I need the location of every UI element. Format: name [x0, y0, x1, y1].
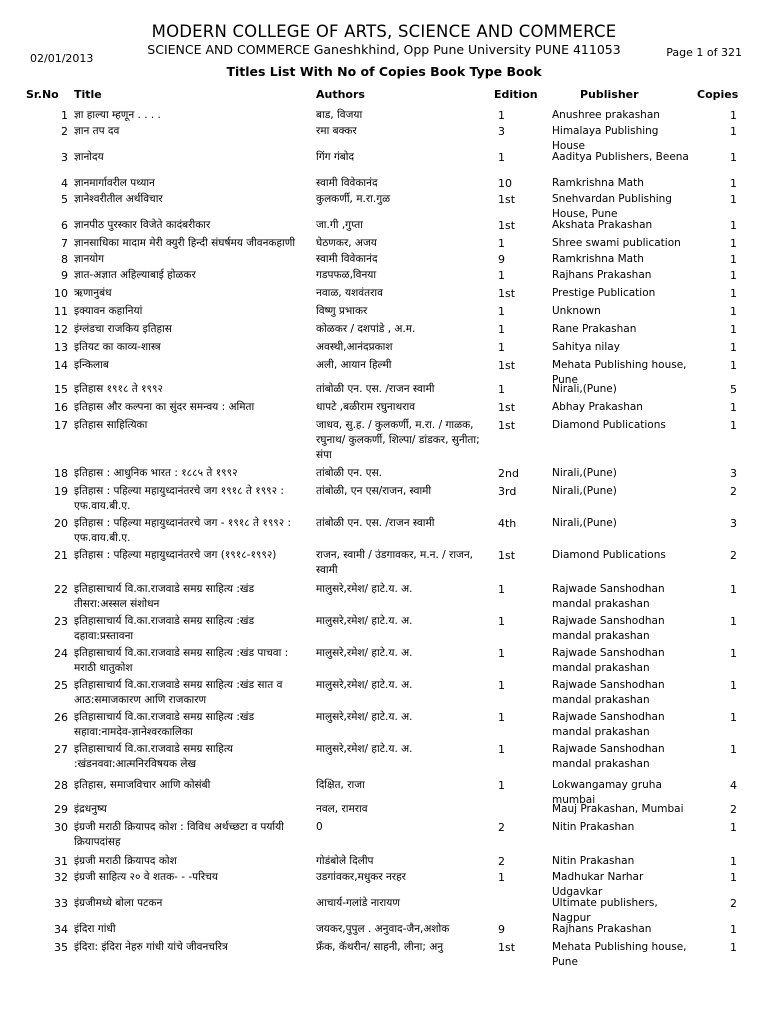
row-publisher: Lokwangamay gruha mumbai	[552, 779, 662, 806]
row-publisher: Ultimate publishers, Nagpur	[552, 897, 658, 924]
row-title: इतिहासाचार्य वि.का.राजवाडे समग्र साहित्य :खंडनववा:आत्मनिरविषयक लेख	[74, 743, 234, 770]
row-copies: 1	[730, 151, 737, 164]
row-publisher: Ramkrishna Math	[552, 177, 644, 189]
row-authors: कुलकर्णी, म.रा.गुळ	[316, 193, 391, 205]
row-srno: 34	[54, 923, 68, 936]
row-srno: 13	[54, 341, 68, 354]
row-title: इंग्रजी मराठी क्रियापद कोश : विविध अर्थच्छटा व पर्यायी क्रियापदांसह	[74, 821, 284, 848]
row-copies: 1	[730, 941, 737, 954]
row-edition: 1st	[498, 549, 516, 562]
row-srno: 21	[54, 549, 68, 562]
row-edition: 1st	[498, 941, 516, 954]
row-publisher: Rane Prakashan	[552, 323, 637, 335]
row-copies: 4	[730, 779, 737, 792]
row-edition: 10	[498, 177, 512, 190]
row-srno: 2	[61, 125, 68, 138]
row-authors: गडपफळ,विनया	[316, 269, 377, 281]
row-srno: 8	[61, 253, 68, 266]
row-copies: 1	[730, 109, 737, 122]
row-title: ज्ञा हाल्या म्हणून . . . .	[74, 109, 161, 121]
row-srno: 26	[54, 711, 68, 724]
row-srno: 23	[54, 615, 68, 628]
row-title: इतिहासाचार्य वि.का.राजवाडे समग्र साहित्य :खंड पाचवा : मराठी धातुकोश	[74, 647, 289, 674]
row-edition: 1st	[498, 401, 516, 414]
row-srno: 32	[54, 871, 68, 884]
row-srno: 24	[54, 647, 68, 660]
row-publisher: Shree swami publication	[552, 237, 681, 249]
row-title: इतिहासाचार्य वि.का.राजवाडे समग्र साहित्य :खंड सात व आठ:समाजकारण आणि राजकारण	[74, 679, 283, 706]
row-authors: मालुसरे,रमेश/ हाटे.य. अ.	[316, 583, 413, 595]
row-copies: 1	[730, 743, 737, 756]
row-edition: 2	[498, 821, 505, 834]
row-copies: 1	[730, 401, 737, 414]
row-copies: 1	[730, 125, 737, 138]
row-edition: 2	[498, 855, 505, 868]
row-srno: 15	[54, 383, 68, 396]
row-publisher: Diamond Publications	[552, 419, 666, 431]
row-copies: 1	[730, 871, 737, 884]
row-edition: 1	[498, 323, 505, 336]
row-copies: 2	[730, 485, 737, 498]
column-header-title: Title	[74, 88, 102, 101]
row-srno: 18	[54, 467, 68, 480]
row-title: ज्ञानयोग	[74, 253, 104, 265]
row-copies: 1	[730, 287, 737, 300]
row-publisher: Nitin Prakashan	[552, 821, 635, 833]
report-date: 02/01/2013	[30, 52, 94, 65]
row-title: इंग्रजीमध्ये बोला पटकन	[74, 897, 163, 909]
row-publisher: Sahitya nilay	[552, 341, 620, 353]
row-publisher: Anushree prakashan	[552, 109, 660, 121]
row-copies: 1	[730, 821, 737, 834]
row-authors: तांबोळी एन. एस.	[316, 467, 383, 479]
row-publisher: Nirali,(Pune)	[552, 517, 617, 529]
row-copies: 1	[730, 359, 737, 372]
row-title: इंद्रधनुष्य	[74, 803, 107, 815]
column-header-edition: Edition	[494, 88, 538, 101]
row-copies: 5	[730, 383, 737, 396]
row-title: ज्ञानोदय	[74, 151, 104, 163]
row-publisher: Akshata Prakashan	[552, 219, 653, 231]
row-edition: 1	[498, 711, 505, 724]
row-srno: 10	[54, 287, 68, 300]
row-edition: 1	[498, 341, 505, 354]
row-title: इतिहासाचार्य वि.का.राजवाडे समग्र साहित्य :खंड तीसरा:अस्सल संशोधन	[74, 583, 255, 610]
row-title: ज्ञानमार्गावरील पथ्यान	[74, 177, 155, 189]
row-srno: 29	[54, 803, 68, 816]
row-title: इंग्रजी मराठी क्रियापद कोश	[74, 855, 177, 867]
row-publisher: Rajhans Prakashan	[552, 923, 652, 935]
row-edition: 1	[498, 109, 505, 122]
row-authors: मालुसरे,रमेश/ हाटे.य. अ.	[316, 647, 413, 659]
row-srno: 35	[54, 941, 68, 954]
row-srno: 22	[54, 583, 68, 596]
row-authors: मालुसरे,रमेश/ हाटे.य. अ.	[316, 743, 413, 755]
row-copies: 1	[730, 419, 737, 432]
row-authors: अवस्थी,आनंदप्रकाश	[316, 341, 393, 353]
row-title: इतिहासाचार्य वि.का.राजवाडे समग्र साहित्य :खंड दहावा:प्रस्तावना	[74, 615, 255, 642]
row-srno: 30	[54, 821, 68, 834]
row-title: इतिहासाचार्य वि.का.राजवाडे समग्र साहित्य :खंड सहावा:नामदेव-ज्ञानेश्वरकालिका	[74, 711, 255, 738]
row-publisher: Aaditya Publishers, Beena	[552, 151, 689, 163]
row-edition: 3rd	[498, 485, 517, 498]
row-authors: 0	[316, 821, 323, 833]
row-title: ज्ञानपीठ पुरस्कार विजेते कादंबरीकार	[74, 219, 211, 231]
report-title: Titles List With No of Copies Book Type Book	[226, 64, 542, 79]
row-title: इतिहास : पहिल्या महायुध्दानंतरचे जग (१९१८-१९९२)	[74, 549, 277, 561]
row-publisher: Snehvardan Publishing House, Pune	[552, 193, 672, 220]
row-title: ज्ञानेश्वरीतील अर्थविचार	[74, 193, 163, 205]
row-publisher: Prestige Publication	[552, 287, 656, 299]
row-publisher: Mauj Prakashan, Mumbai	[552, 803, 684, 815]
row-srno: 9	[61, 269, 68, 282]
row-edition: 1	[498, 615, 505, 628]
row-srno: 28	[54, 779, 68, 792]
row-title: इतियट का काव्य-शास्त्र	[74, 341, 161, 353]
page-number: Page 1 of 321	[666, 46, 742, 59]
row-authors: धापटे ,बळीराम रघुनाथराव	[316, 401, 416, 413]
row-srno: 4	[61, 177, 68, 190]
row-srno: 1	[61, 109, 68, 122]
row-publisher: Ramkrishna Math	[552, 253, 644, 265]
row-copies: 1	[730, 219, 737, 232]
row-edition: 1st	[498, 219, 516, 232]
row-publisher: Nirali,(Pune)	[552, 383, 617, 395]
row-edition: 1st	[498, 359, 516, 372]
row-authors: मालुसरे,रमेश/ हाटे.य. अ.	[316, 711, 413, 723]
row-publisher: Rajwade Sanshodhan mandal prakashan	[552, 711, 665, 738]
row-srno: 33	[54, 897, 68, 910]
row-publisher: Nitin Prakashan	[552, 855, 635, 867]
row-authors: तांबोळी एन. एस. /राजन स्वामी	[316, 517, 435, 529]
row-srno: 25	[54, 679, 68, 692]
row-publisher: Diamond Publications	[552, 549, 666, 561]
row-publisher: Himalaya Publishing House	[552, 125, 659, 152]
row-copies: 1	[730, 193, 737, 206]
row-srno: 20	[54, 517, 68, 530]
row-authors: स्वामी विवेकानंद	[316, 177, 378, 189]
row-publisher: Rajwade Sanshodhan mandal prakashan	[552, 679, 665, 706]
row-edition: 1	[498, 647, 505, 660]
row-copies: 1	[730, 615, 737, 628]
row-srno: 17	[54, 419, 68, 432]
row-copies: 1	[730, 177, 737, 190]
row-edition: 9	[498, 253, 505, 266]
row-publisher: Nirali,(Pune)	[552, 485, 617, 497]
row-authors: जाधव, सु.ह. / कुलकर्णी, म.रा. / गाळक, रघुनाथ/ कुलकर्णी, शिल्पा/ डांडकर, सुनीता; संपा	[316, 419, 480, 461]
row-copies: 1	[730, 855, 737, 868]
row-edition: 1	[498, 779, 505, 792]
row-copies: 1	[730, 253, 737, 266]
row-authors: दिक्षित, राजा	[316, 779, 365, 791]
row-publisher: Unknown	[552, 305, 601, 317]
row-authors: जयकर,पुपुल . अनुवाद-जैन,अशोक	[316, 923, 450, 935]
row-publisher: Madhukar Narhar Udgavkar	[552, 871, 644, 898]
row-copies: 1	[730, 583, 737, 596]
row-title: इंदिरा: इंदिरा नेहरु गांधी यांचे जीवनचरित्र	[74, 941, 228, 953]
row-authors: स्वामी विवेकानंद	[316, 253, 378, 265]
row-publisher: Mehata Publishing house, Pune	[552, 359, 687, 386]
row-edition: 1st	[498, 287, 516, 300]
row-edition: 2nd	[498, 467, 519, 480]
row-edition: 1	[498, 383, 505, 396]
row-copies: 3	[730, 467, 737, 480]
row-title: इंदिरा गांधी	[74, 923, 116, 935]
row-srno: 5	[61, 193, 68, 206]
row-publisher: Nirali,(Pune)	[552, 467, 617, 479]
column-header-publisher: Publisher	[580, 88, 639, 101]
row-srno: 19	[54, 485, 68, 498]
row-edition: 1st	[498, 193, 516, 206]
row-title: इतिहास : आधुनिक भारत : १८८५ ते १९९२	[74, 467, 238, 479]
row-authors: राजन, स्वामी / उंडगावकर, म.न. / राजन, स्वामी	[316, 549, 473, 576]
row-edition: 1	[498, 583, 505, 596]
row-edition: 4th	[498, 517, 517, 530]
row-authors: फ्रँक, कॅथरीन/ साहनी, लीना; अनु	[316, 941, 444, 953]
row-title: इतिहास साहित्यिका	[74, 419, 148, 431]
row-edition: 1	[498, 269, 505, 282]
college-name: MODERN COLLEGE OF ARTS, SCIENCE AND COMMERCE	[151, 22, 617, 41]
row-publisher: Mehata Publishing house, Pune	[552, 941, 687, 968]
row-srno: 6	[61, 219, 68, 232]
row-title: ऋणानुबंध	[74, 287, 112, 299]
row-copies: 2	[730, 803, 737, 816]
row-copies: 1	[730, 923, 737, 936]
row-copies: 2	[730, 549, 737, 562]
row-title: इन्किलाब	[74, 359, 109, 371]
column-header-srno: Sr.No	[26, 88, 59, 101]
row-title: इतिहास, समाजविचार आणि कोसंबी	[74, 779, 211, 791]
row-srno: 7	[61, 237, 68, 250]
row-title: इंग्लंडचा राजकिय इतिहास	[74, 323, 172, 335]
row-copies: 1	[730, 647, 737, 660]
row-edition: 1st	[498, 419, 516, 432]
college-address: SCIENCE AND COMMERCE Ganeshkhind, Opp Pune University PUNE 411053	[147, 42, 621, 57]
row-copies: 1	[730, 711, 737, 724]
row-srno: 27	[54, 743, 68, 756]
row-copies: 3	[730, 517, 737, 530]
row-title: इतिहास : पहिल्या महायुध्दानंतरचे जग - १९१८ ते १९९२ : एफ.वाय.बी.ए.	[74, 517, 292, 544]
row-title: इतिहास : पहिल्या महायुध्दानंतरचे जग १९१८ ते १९९२ : एफ.वाय.बी.ए.	[74, 485, 284, 512]
row-publisher: Rajwade Sanshodhan mandal prakashan	[552, 583, 665, 610]
row-srno: 11	[54, 305, 68, 318]
row-srno: 14	[54, 359, 68, 372]
row-authors: उडगांवकर,मधुकर नरहर	[316, 871, 406, 883]
row-edition: 1	[498, 679, 505, 692]
row-title: इतिहास १९१८ ते १९९२	[74, 383, 163, 395]
row-title: ज्ञानसाधिका मादाम मेरी क्युरी हिन्दी संघर्षमय जीवनकहाणी	[74, 237, 296, 249]
row-title: इक्यावन कहानियां	[74, 305, 143, 317]
row-copies: 1	[730, 679, 737, 692]
row-authors: रमा बक्कर	[316, 125, 357, 137]
row-copies: 1	[730, 341, 737, 354]
row-edition: 1	[498, 151, 505, 164]
row-authors: नवाळ, यशवंतराव	[316, 287, 383, 299]
row-edition: 9	[498, 923, 505, 936]
row-title: ज्ञात-अज्ञात अहिल्याबाई होळकर	[74, 269, 196, 281]
row-authors: मालुसरे,रमेश/ हाटे.य. अ.	[316, 615, 413, 627]
row-publisher: Abhay Prakashan	[552, 401, 643, 413]
row-title: ज्ञान तप दव	[74, 125, 120, 137]
row-edition: 1	[498, 305, 505, 318]
row-copies: 1	[730, 237, 737, 250]
row-authors: गिंग गंबोद	[316, 151, 355, 163]
row-authors: गोडंबोले दिलीप	[316, 855, 374, 867]
row-publisher: Rajwade Sanshodhan mandal prakashan	[552, 647, 665, 674]
row-edition: 1	[498, 743, 505, 756]
row-authors: नवल, रामराव	[316, 803, 368, 815]
row-publisher: Rajwade Sanshodhan mandal prakashan	[552, 743, 665, 770]
row-authors: अली, आयान हिल्मी	[316, 359, 392, 371]
row-title: इतिहास और कल्पना का सुंदर समन्वय : अमिता	[74, 401, 255, 413]
row-authors: आचार्य-गलांडे नारायण	[316, 897, 400, 909]
row-authors: मालुसरे,रमेश/ हाटे.य. अ.	[316, 679, 413, 691]
row-copies: 2	[730, 897, 737, 910]
row-authors: घेठणकर, अजय	[316, 237, 377, 249]
row-copies: 1	[730, 305, 737, 318]
row-authors: तांबोळी, एन एस/राजन, स्वामी	[316, 485, 432, 497]
row-publisher: Rajhans Prakashan	[552, 269, 652, 281]
row-title: इंग्रजी साहित्य २० वे शतक- - -परिचय	[74, 871, 218, 883]
row-authors: बाड, विजया	[316, 109, 363, 121]
row-copies: 1	[730, 323, 737, 336]
row-copies: 1	[730, 269, 737, 282]
row-srno: 3	[61, 151, 68, 164]
row-edition: 3	[498, 125, 505, 138]
row-authors: विष्णु प्रभाकर	[316, 305, 368, 317]
row-srno: 16	[54, 401, 68, 414]
row-publisher: Rajwade Sanshodhan mandal prakashan	[552, 615, 665, 642]
column-header-authors: Authors	[316, 88, 365, 101]
row-edition: 1	[498, 237, 505, 250]
column-header-copies: Copies	[697, 88, 739, 101]
row-srno: 31	[54, 855, 68, 868]
row-srno: 12	[54, 323, 68, 336]
row-authors: कोळकर / दशपांडे , अ.म.	[316, 323, 416, 335]
row-authors: तांबोळी एन. एस. /राजन स्वामी	[316, 383, 435, 395]
row-authors: जा.गी ,गुप्ता	[316, 219, 364, 231]
row-edition: 1	[498, 871, 505, 884]
